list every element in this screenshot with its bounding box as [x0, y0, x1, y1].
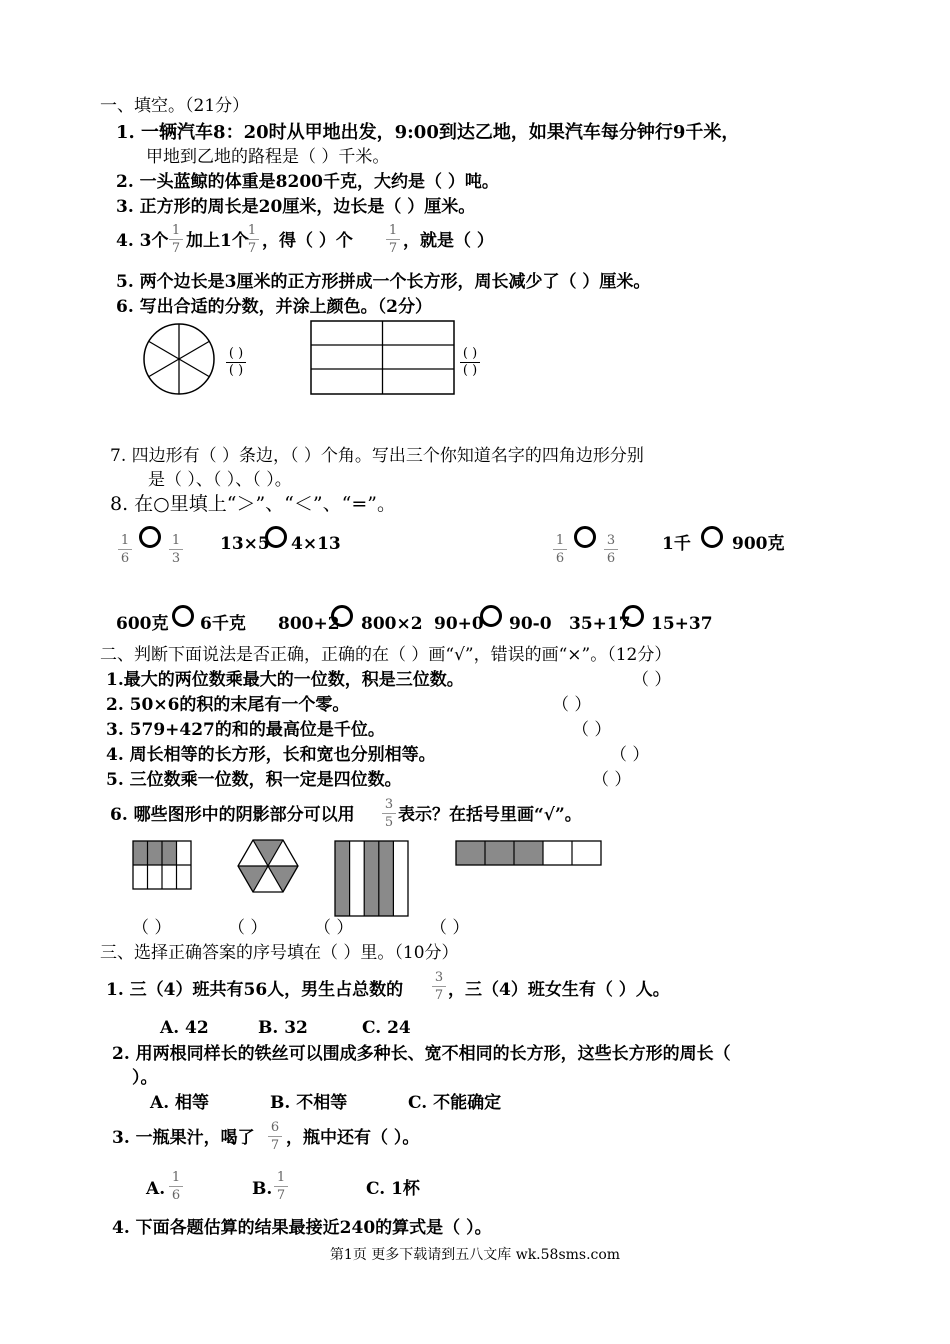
q1-1-line2: 甲地到乙地的路程是（ ）千米。: [146, 147, 390, 167]
choice-2-line1: 2. 用两根同样长的铁丝可以围成多种长、宽不相同的长方形，这些长方形的周长（: [112, 1044, 731, 1064]
q8-f-left: 800+2: [278, 614, 340, 634]
judge-6-paren-a[interactable]: （ ）: [132, 918, 172, 938]
judge-1-paren[interactable]: （ ）: [632, 670, 672, 690]
q8-d-left: 1千: [662, 534, 691, 554]
judge-4: 4. 周长相等的长方形，长和宽也分别相等。: [106, 745, 436, 765]
circle-answer-fraction: ( ) ( ): [226, 346, 246, 379]
q8-c-right-fraction: 3 6: [604, 533, 618, 566]
choice-2-option-c[interactable]: C. 不能确定: [408, 1093, 502, 1113]
choice-1-part2: ，三（4）班女生有（ ）人。: [448, 980, 670, 1000]
judge-6-paren-d[interactable]: （ ）: [430, 918, 470, 938]
page-footer: 第1页 更多下载请到五八文库 wk.58sms.com: [329, 1247, 621, 1263]
judge-2-paren[interactable]: （ ）: [552, 695, 592, 715]
choice-1-option-c[interactable]: C. 24: [362, 1018, 411, 1038]
judge-6-paren-c[interactable]: （ ）: [314, 918, 354, 938]
q1-4-part1: 4. 3个: [116, 231, 169, 251]
q8-d-answer-circle[interactable]: [701, 526, 723, 548]
choice-4: 4. 下面各题估算的结果最接近240的算式是（ ）。: [112, 1218, 492, 1238]
q8-e-left: 600克: [116, 614, 169, 634]
q8-f-right: 800×2: [361, 614, 423, 634]
q1-2: 2. 一头蓝鲸的体重是8200千克，大约是（ ）吨。: [116, 172, 499, 192]
choice-2-line2: ）。: [132, 1068, 158, 1088]
judge-3: 3. 579+427的和的最高位是千位。: [106, 720, 385, 740]
q1-4-part3: ，得（ ）个: [262, 231, 353, 251]
q8-g-right: 90-0: [509, 614, 552, 634]
choice-2-option-b[interactable]: B. 不相等: [270, 1093, 348, 1113]
q8-f-answer-circle[interactable]: [331, 605, 353, 627]
section-1-title: 一、填空。（21分）: [100, 96, 250, 116]
q8-g-answer-circle[interactable]: [480, 605, 502, 627]
bar-strip-figure: [455, 840, 603, 868]
judge-2: 2. 50×6的积的末尾有一个零。: [106, 695, 350, 715]
judge-4-paren[interactable]: （ ）: [610, 745, 650, 765]
q1-3: 3. 正方形的周长是20厘米，边长是（ ）厘米。: [116, 197, 476, 217]
judge-1: 1.最大的两位数乘最大的一位数，积是三位数。: [106, 670, 464, 690]
q8-b-answer-circle[interactable]: [265, 526, 287, 548]
q8-c-answer-circle[interactable]: [574, 526, 596, 548]
q1-4-part2: 加上1个: [186, 231, 249, 251]
choice-3-option-a-fraction: 1 6: [169, 1170, 183, 1203]
judge-5-paren[interactable]: （ ）: [592, 770, 632, 790]
choice-3-option-a-label[interactable]: A.: [146, 1179, 166, 1199]
q1-5: 5. 两个边长是3厘米的正方形拼成一个长方形，周长减少了（ ）厘米。: [116, 272, 651, 292]
grid-figure-3-of-8: [132, 840, 194, 892]
choice-3-part1: 3. 一瓶果汁，喝了: [112, 1128, 255, 1148]
judge-6-paren-b[interactable]: （ ）: [228, 918, 268, 938]
q8-a-left-fraction: 1 6: [118, 533, 132, 566]
choice-1-part1: 1. 三（4）班共有56人，男生占总数的: [106, 980, 404, 1000]
judge-6-part1: 6. 哪些图形中的阴影部分可以用: [110, 805, 355, 825]
judge-3-paren[interactable]: （ ）: [572, 720, 612, 740]
q1-8: 8. 在○里填上“＞”、“＜”、“=”。: [110, 493, 396, 515]
q1-4-part4: ，就是（ ）: [403, 231, 494, 251]
choice-1-option-b[interactable]: B. 32: [258, 1018, 308, 1038]
q1-7-line1: 7. 四边形有（ ）条边，（ ）个角。写出三个你知道名字的四角边形分别: [110, 446, 644, 466]
judge-5: 5. 三位数乘一位数，积一定是四位数。: [106, 770, 402, 790]
q8-a-answer-circle[interactable]: [139, 526, 161, 548]
q8-e-right: 6千克: [200, 614, 246, 634]
q8-h-left: 35+17: [569, 614, 631, 634]
section-2-title: 二、判断下面说法是否正确，正确的在（ ）画“√”，错误的画“×”。（12分）: [100, 645, 672, 665]
q1-4-fraction-c: 1 7: [386, 223, 400, 256]
q8-g-left: 90+0: [434, 614, 484, 634]
q1-7-line2: 是（ ）、（ ）、（ ）。: [148, 470, 292, 490]
q8-c-left-fraction: 1 6: [553, 533, 567, 566]
choice-3-part2: ，瓶中还有（ ）。: [286, 1128, 420, 1148]
rectangle-answer-fraction: ( ) ( ): [460, 346, 480, 379]
choice-3-fraction: 6 7: [268, 1120, 282, 1153]
circle-sixths-figure: [140, 322, 218, 396]
q1-1-line1: 1. 一辆汽车8：20时从甲地出发，9:00到达乙地，如果汽车每分钟行9千米，: [116, 122, 740, 143]
q8-b-right: 4×13: [291, 534, 341, 554]
choice-3-option-b-fraction: 1 7: [274, 1170, 288, 1203]
choice-1-fraction: 3 7: [432, 970, 446, 1003]
q8-h-right: 15+37: [651, 614, 713, 634]
section-3-title: 三、选择正确答案的序号填在（ ）里。（10分）: [100, 943, 459, 963]
q1-4-fraction-a: 1 7: [169, 223, 183, 256]
q8-d-right: 900克: [732, 534, 785, 554]
rectangle-sixths-figure: [310, 320, 456, 396]
q8-e-answer-circle[interactable]: [172, 605, 194, 627]
q1-6: 6. 写出合适的分数，并涂上颜色。（2分）: [116, 297, 432, 317]
judge-6-part2: 表示？在括号里画“√”。: [398, 805, 582, 825]
choice-3-option-c[interactable]: C. 1杯: [366, 1179, 420, 1199]
q1-4-fraction-b: 1 7: [245, 223, 259, 256]
judge-6-fraction: 3 5: [382, 797, 396, 830]
hexagon-figure: [236, 838, 300, 894]
q8-h-answer-circle[interactable]: [622, 605, 644, 627]
q8-b-left: 13×5: [220, 534, 270, 554]
q8-a-right-fraction: 1 3: [169, 533, 183, 566]
choice-3-option-b-label[interactable]: B.: [252, 1179, 273, 1199]
stripes-figure: [334, 840, 410, 918]
choice-1-option-a[interactable]: A. 42: [160, 1018, 209, 1038]
choice-2-option-a[interactable]: A. 相等: [150, 1093, 210, 1113]
